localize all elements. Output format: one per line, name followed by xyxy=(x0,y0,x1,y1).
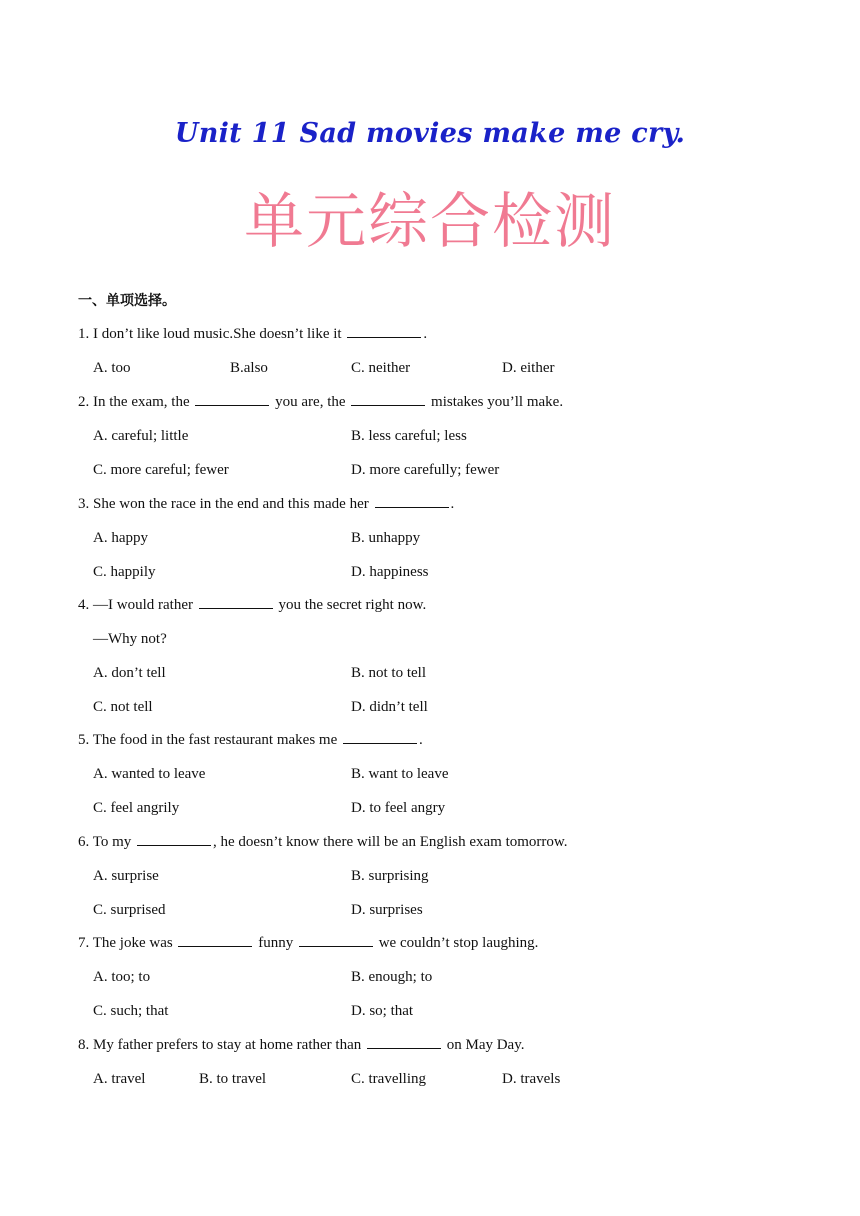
option-7b: B. enough; to xyxy=(351,969,433,985)
answer-blank xyxy=(195,393,269,406)
question-text: on May Day. xyxy=(442,1037,525,1053)
question-text: 7. The joke was xyxy=(78,935,177,951)
question-text: you the secret right now. xyxy=(274,597,427,613)
option-1a: A. too xyxy=(93,360,131,376)
question-text: , he doesn’t know there will be an English exam tomorrow. xyxy=(213,834,568,850)
question-4 xyxy=(78,596,426,614)
option-7d: D. so; that xyxy=(351,1003,414,1019)
option-1d: D. either xyxy=(502,360,555,376)
question-8 xyxy=(78,1036,525,1054)
option-3a: A. happy xyxy=(93,530,148,546)
question-text: . xyxy=(423,326,428,342)
question-text: 4. —I would rather xyxy=(78,597,197,613)
option-3b: B. unhappy xyxy=(351,530,421,546)
answer-blank xyxy=(375,495,449,508)
option-4b: B. not to tell xyxy=(351,665,426,681)
question-text: 6. To my xyxy=(78,834,136,850)
answer-blank xyxy=(351,393,425,406)
question-text: . xyxy=(450,496,455,512)
question-text: 2. In the exam, the xyxy=(78,394,194,410)
question-text: 1. I don’t like loud music.She doesn’t like it xyxy=(78,326,346,342)
question-6 xyxy=(78,833,568,851)
question-3 xyxy=(78,495,454,513)
question-text: 3. She won the race in the end and this made her xyxy=(78,496,373,512)
option-1b: B.also xyxy=(230,360,268,376)
option-3d: D. happiness xyxy=(351,564,429,580)
dialogue-reply: —Why not? xyxy=(93,631,167,647)
option-6b: B. surprising xyxy=(351,868,429,884)
question-1 xyxy=(78,325,427,343)
option-2d: D. more carefully; fewer xyxy=(351,462,500,478)
question-7 xyxy=(78,934,538,952)
option-4d: D. didn’t tell xyxy=(351,699,428,715)
option-6d: D. surprises xyxy=(351,902,423,918)
answer-blank xyxy=(347,325,421,338)
question-text: . xyxy=(418,732,423,748)
question-text: 5. The food in the fast restaurant makes me xyxy=(78,732,341,748)
option-5d: D. to feel angry xyxy=(351,800,446,816)
page-title: Unit 11 Sad movies make me cry. xyxy=(174,118,686,149)
question-text: we couldn’t stop laughing. xyxy=(374,935,539,951)
option-8c: C. travelling xyxy=(351,1071,426,1087)
option-2a: A. careful; little xyxy=(93,428,189,444)
question-5 xyxy=(78,731,423,749)
option-1c: C. neither xyxy=(351,360,411,376)
option-8a: A. travel xyxy=(93,1071,146,1087)
answer-blank xyxy=(137,833,211,846)
question-2 xyxy=(78,393,563,411)
option-3c: C. happily xyxy=(93,564,156,580)
answer-blank xyxy=(299,934,373,947)
option-6a: A. surprise xyxy=(93,868,159,884)
option-7a: A. too; to xyxy=(93,969,151,985)
page-subtitle: 单元综合检测 xyxy=(244,187,616,257)
answer-blank xyxy=(178,934,252,947)
question-text: you are, the xyxy=(271,394,350,410)
option-2b: B. less careful; less xyxy=(351,428,467,444)
option-5a: A. wanted to leave xyxy=(93,766,206,782)
option-5c: C. feel angrily xyxy=(93,800,180,816)
option-5b: B. want to leave xyxy=(351,766,449,782)
option-2c: C. more careful; fewer xyxy=(93,462,229,478)
option-8d: D. travels xyxy=(502,1071,561,1087)
option-7c: C. such; that xyxy=(93,1003,169,1019)
answer-blank xyxy=(343,731,417,744)
answer-blank xyxy=(367,1036,441,1049)
option-8b: B. to travel xyxy=(199,1071,267,1087)
question-text: 8. My father prefers to stay at home rather than xyxy=(78,1037,365,1053)
option-6c: C. surprised xyxy=(93,902,166,918)
section-heading: 一、单项选择。 xyxy=(78,293,176,309)
option-4a: A. don’t tell xyxy=(93,665,166,681)
question-text: funny xyxy=(254,935,297,951)
question-text: mistakes you’ll make. xyxy=(427,394,564,410)
answer-blank xyxy=(199,596,273,609)
option-4c: C. not tell xyxy=(93,699,153,715)
